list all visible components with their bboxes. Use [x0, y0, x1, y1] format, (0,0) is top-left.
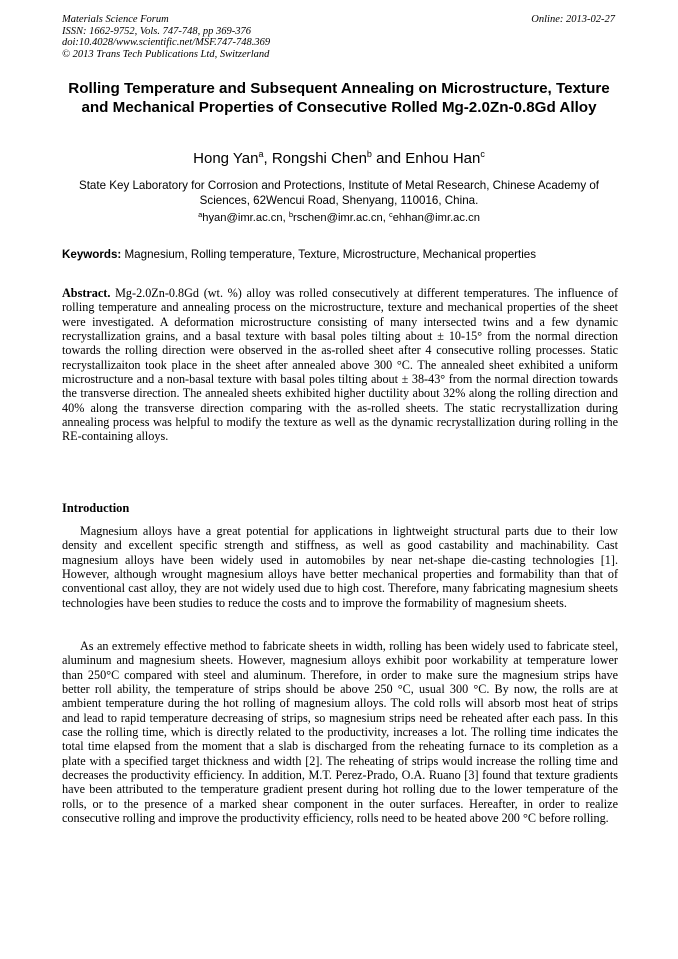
- author-list: [62, 150, 616, 168]
- keywords-text: Magnesium, Rolling temperature, Texture, Microstructure, Mechanical properties: [124, 248, 537, 261]
- email-address[interactable]: ehhan@imr.ac.cn: [392, 212, 480, 224]
- keywords: [62, 248, 618, 262]
- email-separator: ,: [382, 212, 389, 224]
- online-date: Online: 2013-02-27: [531, 14, 615, 25]
- email-mark: a: [198, 210, 203, 219]
- author-name: Enhou Han: [405, 150, 481, 167]
- email-address[interactable]: hyan@imr.ac.cn: [202, 212, 283, 224]
- email-mark: b: [288, 210, 294, 219]
- paragraph-text: Magnesium alloys have a great potential for applications in lightweight structural parts due to their low density and excellent specific strength and stiffness, as well as good castability and machinability. Cast magnesium alloys have been widely used in automobiles by near net-shape die-casting technologies [1]. However, although wrought magnesium alloys have better mechanical properties and formability than that of conventional cast alloy, they are not widely used due to high cost. Therefore, many fabricating magnesium sheets technologies have been studies to reduce the costs and to improve the formability of magnesium sheets.: [62, 524, 618, 610]
- email-mark: c: [388, 210, 393, 219]
- issn-line: ISSN: 1662-9752, Vols. 747-748, pp 369-376: [62, 25, 251, 37]
- abstract-label: Abstract.: [62, 286, 111, 300]
- introduction-paragraph-1: [62, 524, 618, 610]
- paper-title: Rolling Temperature and Subsequent Annealing on Microstructure, Texture and Mechanical Properties of Consecutive Rolled Mg-2.0Zn-0.8Gd Alloy: [68, 80, 610, 116]
- email-address[interactable]: rschen@imr.ac.cn: [293, 212, 383, 224]
- section-heading-introduction: Introduction: [62, 501, 130, 515]
- author-name: Hong Yan: [193, 150, 259, 167]
- introduction-paragraph-2: [62, 639, 618, 825]
- email-separator: ,: [282, 212, 289, 224]
- abstract: [62, 286, 618, 444]
- affiliation: State Key Laboratory for Corrosion and Protections, Institute of Metal Research, Chinese Academy of Sciences, 62Wencui Road, Shenyang, 110016, China.: [78, 179, 600, 207]
- journal-metadata: [62, 14, 270, 60]
- author-separator: and: [371, 150, 406, 167]
- email-list: [62, 211, 616, 225]
- keywords-label: Keywords:: [62, 248, 122, 261]
- paragraph-text: As an extremely effective method to fabricate sheets in width, rolling has been widely used to fabricate steel, aluminum and magnesium sheets. However, magnesium alloys exhibit poor workability at temperature lower than 250°C compared with steel and aluminum. Therefore, in order to make sure the magnesium strips have better roll ability, the temperature of strips should be above 250 °C, usual 300 °C. By now, the rolls are at ambient temperature during the hot rolling of magnesium alloys. The cold rolls will absorb most heat of strips and lead to rapid temperature decreasing of strips, so magnesium strips need be reheated after each pass. In this case the rolling time, which is directly related to the productivity, increases a lot. The rolling time indicates the total time elapsed from the moment that a slab is discharged from the reheating furnace to its completion as a plate with a specified target thickness and width [2]. The reheating of strips would increase the rolling time and decreases the productivity efficiency. In addition, M.T. Perez-Prado, O.A. Ruano [3] found that texture gradients have been attributed to the temperature gradient present during hot rolling due to the lower temperature of the rolls, or to the presence of a marked shear component in the outer surfaces. Hereafter, in order to realize consecutive rolling and improve the productivity efficiency, rolls need to be heated above 200 °C before rolling.: [62, 639, 618, 826]
- author-affil-mark: c: [480, 149, 485, 159]
- abstract-text: Mg-2.0Zn-0.8Gd (wt. %) alloy was rolled consecutively at different temperatures. The influence of rolling temperature and annealing process on the microstructure, texture and mechanical properties of the sheet were investigated. A deformation microstructure consisting of many intersected twins and a few dynamic recrystallization grains, and a basal texture with basal poles tilting about ± 10-15° from the normal direction towards the rolling direction were observed in the as-rolled sheet after 4 consecutive rolling processes. Static recrystallizaiton took place in the sheet after annealed above 300 °C. The annealed sheet exhibited a uniform microstructure and a non-basal texture with basal poles tilting about ± 38-43° from the normal direction towards the transverse direction. The annealed sheets exhibited higher ductility about 32% along the rolling direction and 40% along the transverse direction comparing with the as-rolled sheets. The static recrystallization during annealing process was helpful to modify the texture as well as the dynamic recrystallization during rolling in the RE-containing alloys.: [62, 286, 618, 444]
- doi-line: doi:10.4028/www.scientific.net/MSF.747-748.369: [62, 37, 271, 48]
- author-separator: ,: [263, 150, 272, 167]
- copyright-line: © 2013 Trans Tech Publications Ltd, Switzerland: [62, 48, 270, 60]
- author-affil-mark: b: [366, 149, 372, 159]
- author-name: Rongshi Chen: [271, 150, 367, 167]
- author-affil-mark: a: [258, 149, 264, 159]
- journal-name: Materials Science Forum: [62, 14, 169, 25]
